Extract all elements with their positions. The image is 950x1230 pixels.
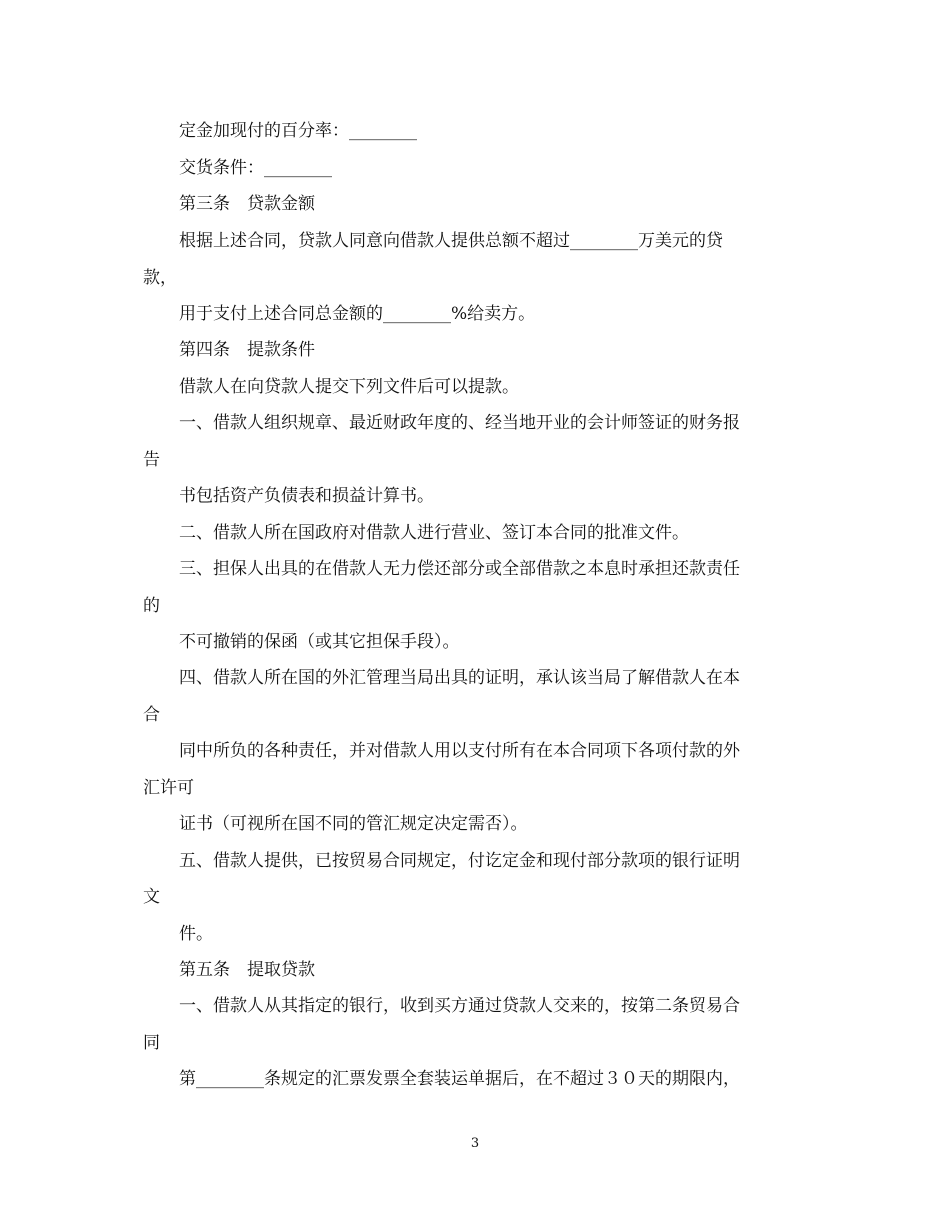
text-line: 告 [143,450,160,470]
text-line: 定金加现付的百分率：________ [179,121,417,141]
text-line: 文 [143,887,160,907]
text-line: 二、借款人所在国政府对借款人进行营业、签订本合同的批准文件。 [179,523,689,543]
text-line: 证书（可视所在国不同的管汇规定决定需否）。 [179,814,528,834]
text-line: 书包括资产负债表和损益计算书。 [179,486,434,506]
section-heading: 第四条 提款条件 [179,340,315,360]
text-line: 第________条规定的汇票发票全套装运单据后，在不超过３０天的期限内， [179,1069,740,1089]
section-heading: 第三条 贷款金额 [179,194,315,214]
text-line: 交货条件：________ [179,158,332,178]
text-line: 四、借款人所在国的外汇管理当局出具的证明，承认该当局了解借款人在本 [179,668,740,688]
text-line: 用于支付上述合同总金额的________%给卖方。 [179,304,536,324]
page-number: 3 [470,1136,480,1151]
text-line: 三、担保人出具的在借款人无力偿还部分或全部借款之本息时承担还款责任 [179,559,740,579]
text-line: 件。 [179,924,213,944]
text-line: 同 [143,1033,160,1053]
text-line: 根据上述合同，贷款人同意向借款人提供总额不超过________万美元的贷 [179,231,723,251]
text-line: 合 [143,705,160,725]
text-line: 五、借款人提供，已按贸易合同规定，付讫定金和现付部分款项的银行证明 [179,851,740,871]
text-line: 的 [143,596,160,616]
text-line: 一、借款人组织规章、最近财政年度的、经当地开业的会计师签证的财务报 [179,413,740,433]
text-line: 不可撤销的保函（或其它担保手段）。 [179,632,460,652]
text-line: 同中所负的各种责任，并对借款人用以支付所有在本合同项下各项付款的外 [179,741,740,761]
text-line: 款， [143,268,177,288]
text-line: 汇许可 [143,778,194,798]
text-line: 一、借款人从其指定的银行，收到买方通过贷款人交来的，按第二条贸易合 [179,996,740,1016]
text-line: 借款人在向贷款人提交下列文件后可以提款。 [179,377,519,397]
section-heading: 第五条 提取贷款 [179,960,315,980]
